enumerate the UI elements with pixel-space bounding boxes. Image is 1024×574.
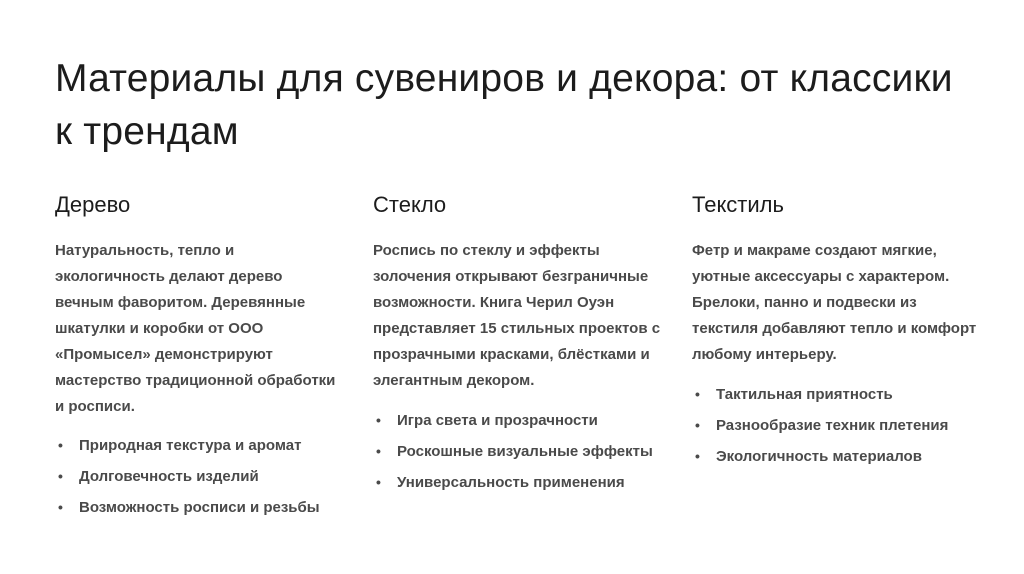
bullet-item bbox=[692, 441, 992, 472]
bullet-text: Долговечность изделий bbox=[79, 468, 259, 485]
bullet-text: Роскошные визуальные эффекты bbox=[397, 443, 653, 460]
bullet-dot-icon: • bbox=[58, 468, 63, 484]
bullet-text: Природная текстура и аромат bbox=[79, 437, 302, 454]
bullet-text: Игра света и прозрачности bbox=[397, 412, 598, 429]
bullet-item bbox=[692, 379, 992, 410]
bullet-item bbox=[373, 405, 673, 436]
column-description: Фетр и макраме создают мягкие, уютные аксессуары с характером. Брелоки, панно и подвески из текстиля добавляют тепло и комфорт любому интерьеру. bbox=[692, 242, 977, 363]
bullet-dot-icon: • bbox=[376, 443, 381, 459]
column-textile bbox=[692, 190, 982, 465]
bullet-item bbox=[692, 410, 992, 441]
bullet-list bbox=[55, 430, 355, 523]
bullet-list bbox=[692, 379, 992, 472]
column-glass bbox=[373, 190, 663, 491]
bullet-dot-icon: • bbox=[376, 412, 381, 428]
bullet-dot-icon: • bbox=[376, 474, 381, 490]
bullet-item bbox=[373, 467, 673, 498]
bullet-item bbox=[55, 492, 355, 523]
bullet-text: Универсальность применения bbox=[397, 474, 625, 491]
bullet-dot-icon: • bbox=[58, 499, 63, 515]
bullet-text: Разнообразие техник плетения bbox=[716, 417, 949, 434]
slide-title: Материалы для сувениров и декора: от классики к трендам bbox=[55, 57, 953, 153]
column-heading: Текстиль bbox=[692, 192, 784, 217]
column-description: Роспись по стеклу и эффекты золочения открывают безграничные возможности. Книга Черил Оуэн представляет 15 стильных проектов с прозрачными красками, блёстками и элегантным декором. bbox=[373, 242, 661, 389]
column-wood bbox=[55, 190, 345, 516]
bullet-item bbox=[55, 430, 355, 461]
bullet-text: Возможность росписи и резьбы bbox=[79, 499, 320, 516]
bullet-text: Тактильная приятность bbox=[716, 386, 893, 403]
column-heading: Дерево bbox=[55, 192, 131, 217]
bullet-item bbox=[55, 461, 355, 492]
column-description: Натуральность, тепло и экологичность делают дерево вечным фаворитом. Деревянные шкатулки и коробки от ООО «Промысел» демонстрируют мастерство традиционной обработки и росписи. bbox=[55, 242, 336, 415]
bullet-list bbox=[373, 405, 673, 498]
column-heading: Стекло bbox=[373, 192, 447, 217]
bullet-dot-icon: • bbox=[695, 448, 700, 464]
bullet-dot-icon: • bbox=[695, 386, 700, 402]
bullet-dot-icon: • bbox=[58, 437, 63, 453]
bullet-item bbox=[373, 436, 673, 467]
bullet-dot-icon: • bbox=[695, 417, 700, 433]
bullet-text: Экологичность материалов bbox=[716, 448, 922, 465]
